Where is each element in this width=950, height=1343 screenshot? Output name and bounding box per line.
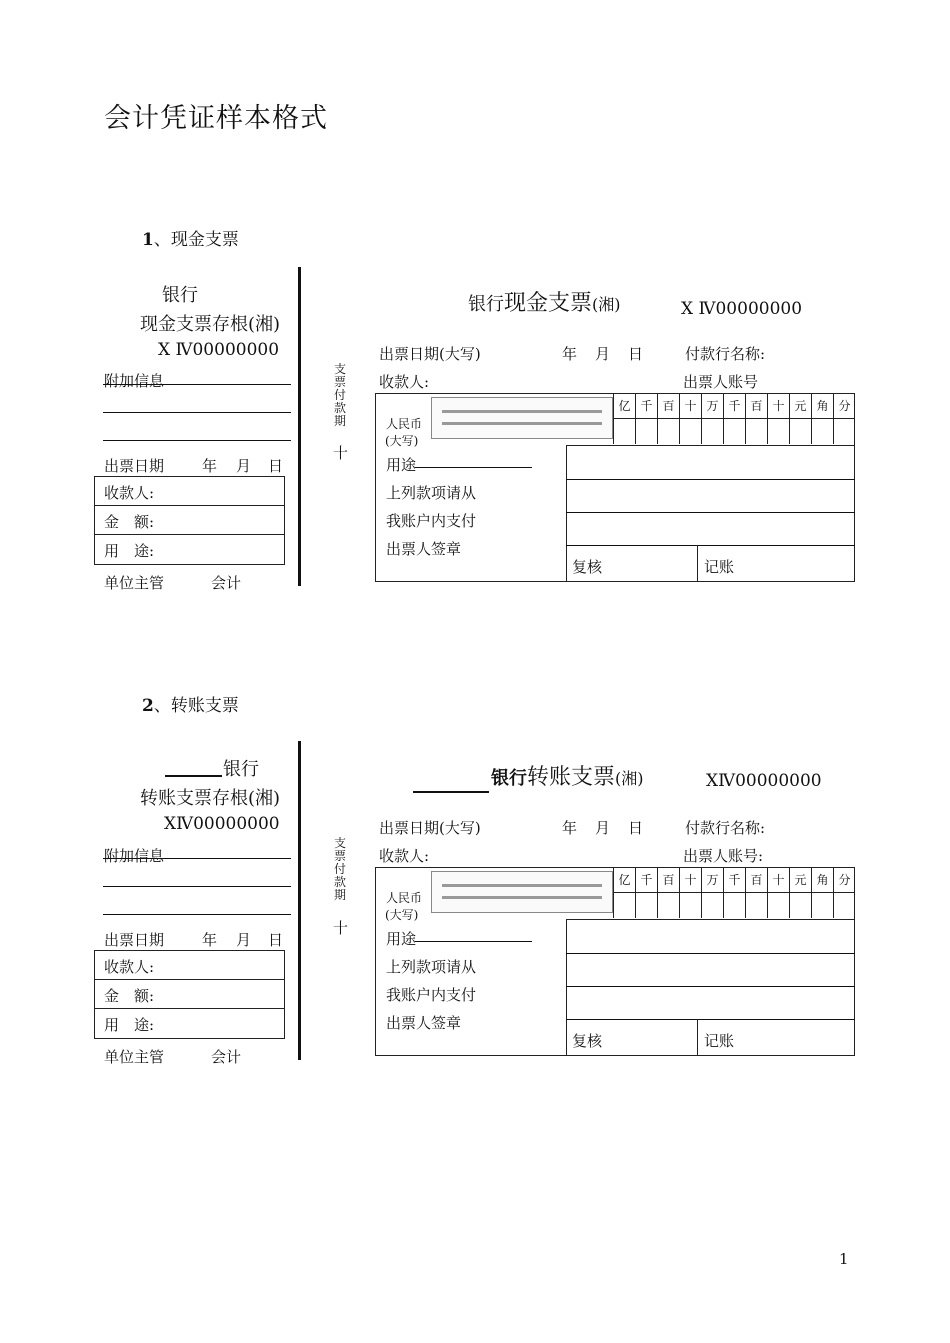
cheque-header	[468, 286, 621, 317]
digit-unit-header: 分	[833, 394, 855, 419]
digit-cell[interactable]	[701, 893, 723, 918]
stub-payee: 收款人:	[95, 477, 284, 506]
review-divider	[697, 545, 698, 582]
instruction-line-2: 我账户内支付	[386, 986, 477, 1004]
digit-cell[interactable]	[833, 893, 855, 918]
cheque-bank: 银行	[468, 294, 504, 315]
digit-cell[interactable]	[811, 419, 833, 444]
digit-unit-header: 十	[679, 868, 701, 893]
digit-cell[interactable]	[613, 893, 635, 918]
stub-day: 日	[268, 457, 284, 475]
amount-digit-grid	[613, 868, 855, 918]
stub-divider	[298, 741, 301, 1060]
cheque-header	[491, 760, 644, 791]
payment-period-ten: 十	[333, 919, 349, 937]
row-divider	[566, 953, 855, 954]
digit-cell[interactable]	[767, 419, 789, 444]
drawer-account-label: 出票人账号	[683, 373, 759, 391]
digit-cell[interactable]	[613, 419, 635, 444]
digit-unit-header: 千	[723, 868, 745, 893]
stub-supervisor: 单位主管	[104, 574, 165, 592]
digit-unit-header: 万	[701, 394, 723, 419]
cheque-title: 现金支票	[504, 291, 593, 316]
digit-unit-header: 百	[745, 394, 767, 419]
bank-name-line	[413, 791, 489, 793]
bookkeeping-label: 记账	[704, 558, 735, 576]
stub-month: 月	[236, 457, 252, 475]
digit-unit-header: 角	[811, 394, 833, 419]
stub-supervisor: 单位主管	[104, 1048, 165, 1066]
stub-month: 月	[236, 931, 252, 949]
digit-unit-header: 角	[811, 868, 833, 893]
instruction-line-2: 我账户内支付	[386, 512, 477, 530]
digit-cell[interactable]	[745, 893, 767, 918]
digit-cell[interactable]	[723, 893, 745, 918]
row-divider	[566, 479, 855, 480]
digit-cell[interactable]	[657, 893, 679, 918]
stub-divider	[298, 267, 301, 586]
stub-bank: 银行	[223, 759, 259, 780]
digit-cell[interactable]	[811, 893, 833, 918]
usage-label: 用途	[386, 930, 417, 948]
cheque-serial: X Ⅳ00000000	[681, 299, 803, 319]
digit-unit-header: 分	[833, 868, 855, 893]
currency-note: (大写)	[385, 908, 419, 922]
digit-unit-header: 亿	[613, 868, 635, 893]
stub-accountant: 会计	[211, 574, 242, 592]
stub-year: 年	[202, 457, 218, 475]
stub-date-label: 出票日期	[104, 457, 165, 475]
payment-period-label: 支票付款期	[333, 836, 346, 902]
issue-date-label: 出票日期(大写)	[379, 345, 481, 363]
stub-extra-info: 附加信息	[104, 372, 165, 390]
stub-table	[94, 950, 285, 1039]
issue-year: 年	[562, 345, 578, 363]
digit-unit-header: 亿	[613, 394, 635, 419]
section-heading: 2、转账支票	[142, 696, 239, 716]
stub-bank: 银行	[162, 285, 198, 306]
payment-period-ten: 十	[333, 444, 349, 462]
extra-info-line	[103, 858, 291, 859]
row-divider	[566, 512, 855, 513]
digit-unit-header: 元	[789, 868, 811, 893]
stub-serial: X Ⅳ00000000	[158, 340, 280, 360]
drawer-account-label: 出票人账号:	[683, 847, 764, 865]
currency-label: 人民币	[386, 417, 423, 431]
payer-bank-label: 付款行名称:	[685, 819, 766, 837]
extra-info-line	[103, 412, 291, 413]
digit-unit-header: 百	[657, 868, 679, 893]
digit-unit-header: 百	[657, 394, 679, 419]
currency-note: (大写)	[385, 434, 419, 448]
extra-info-line	[103, 914, 291, 915]
cheque-serial: XⅣ00000000	[706, 771, 822, 791]
row-divider	[566, 986, 855, 987]
review-label: 复核	[572, 558, 603, 576]
issue-month: 月	[595, 345, 611, 363]
stub-serial: XⅣ00000000	[164, 814, 280, 834]
digit-unit-header: 元	[789, 394, 811, 419]
row-divider	[566, 545, 855, 546]
cheque-title: 转账支票	[527, 765, 616, 790]
drawer-signature-label: 出票人签章	[386, 540, 462, 558]
stub-usage: 用 途:	[104, 1016, 155, 1034]
digit-cell[interactable]	[657, 419, 679, 444]
amount-digit-grid	[613, 394, 855, 444]
cheque-region: (湘)	[592, 295, 621, 314]
stub-extra-info: 附加信息	[104, 847, 165, 865]
page-number: 1	[839, 1250, 849, 1268]
digit-unit-header: 百	[745, 868, 767, 893]
issue-date-label: 出票日期(大写)	[379, 819, 481, 837]
document-title: 会计凭证样本格式	[104, 103, 328, 134]
stub-bank-name-line	[165, 775, 222, 777]
stub-usage: 用 途:	[104, 542, 155, 560]
usage-line	[415, 941, 532, 942]
stub-payee: 收款人:	[95, 951, 284, 980]
issue-day: 日	[628, 345, 644, 363]
stub-date-label: 出票日期	[104, 931, 165, 949]
extra-info-line	[103, 440, 291, 441]
section-heading: 1、现金支票	[142, 230, 239, 250]
amount-in-words-field[interactable]	[431, 871, 613, 913]
issue-day: 日	[628, 819, 644, 837]
amount-line	[442, 896, 602, 899]
issue-month: 月	[595, 819, 611, 837]
payer-bank-label: 付款行名称:	[685, 345, 766, 363]
stub-amount: 金 额:	[95, 506, 284, 535]
digit-cell[interactable]	[679, 893, 701, 918]
extra-info-line	[103, 384, 291, 385]
review-label: 复核	[572, 1032, 603, 1050]
digit-cell[interactable]	[789, 893, 811, 918]
cheque-region: (湘)	[615, 769, 644, 788]
digit-cell[interactable]	[767, 893, 789, 918]
bookkeeping-label: 记账	[704, 1032, 735, 1050]
payee-label: 收款人:	[379, 373, 430, 391]
digit-cell[interactable]	[701, 419, 723, 444]
digit-unit-header: 十	[679, 394, 701, 419]
amount-line	[442, 410, 602, 413]
digit-unit-header: 万	[701, 868, 723, 893]
cheque-bank: 银行	[491, 768, 527, 789]
stub-accountant: 会计	[211, 1048, 242, 1066]
payee-label: 收款人:	[379, 847, 430, 865]
issue-year: 年	[562, 819, 578, 837]
payment-period-label: 支票付款期	[333, 362, 346, 428]
stub-day: 日	[268, 931, 284, 949]
row-divider	[566, 1019, 855, 1020]
digit-cell[interactable]	[723, 419, 745, 444]
digit-cell[interactable]	[745, 419, 767, 444]
digit-unit-header: 千	[635, 394, 657, 419]
amount-in-words-field[interactable]	[431, 397, 613, 439]
instruction-line-1: 上列款项请从	[386, 484, 477, 502]
stub-year: 年	[202, 931, 218, 949]
usage-label: 用途	[386, 456, 417, 474]
digit-cell[interactable]	[635, 893, 657, 918]
stub-title: 转账支票存根(湘)	[140, 788, 281, 809]
usage-line	[415, 467, 532, 468]
review-divider	[697, 1019, 698, 1056]
digit-unit-header: 千	[723, 394, 745, 419]
amount-line	[442, 422, 602, 425]
digit-unit-header: 千	[635, 868, 657, 893]
digit-cell[interactable]	[789, 419, 811, 444]
stub-amount: 金 额:	[95, 980, 284, 1009]
stub-table	[94, 476, 285, 565]
digit-unit-header: 十	[767, 868, 789, 893]
currency-label: 人民币	[386, 891, 423, 905]
instruction-line-1: 上列款项请从	[386, 958, 477, 976]
drawer-signature-label: 出票人签章	[386, 1014, 462, 1032]
digit-unit-header: 十	[767, 394, 789, 419]
digit-cell[interactable]	[635, 419, 657, 444]
amount-line	[442, 884, 602, 887]
extra-info-line	[103, 886, 291, 887]
digit-cell[interactable]	[679, 419, 701, 444]
digit-cell[interactable]	[833, 419, 855, 444]
stub-title: 现金支票存根(湘)	[140, 314, 281, 335]
